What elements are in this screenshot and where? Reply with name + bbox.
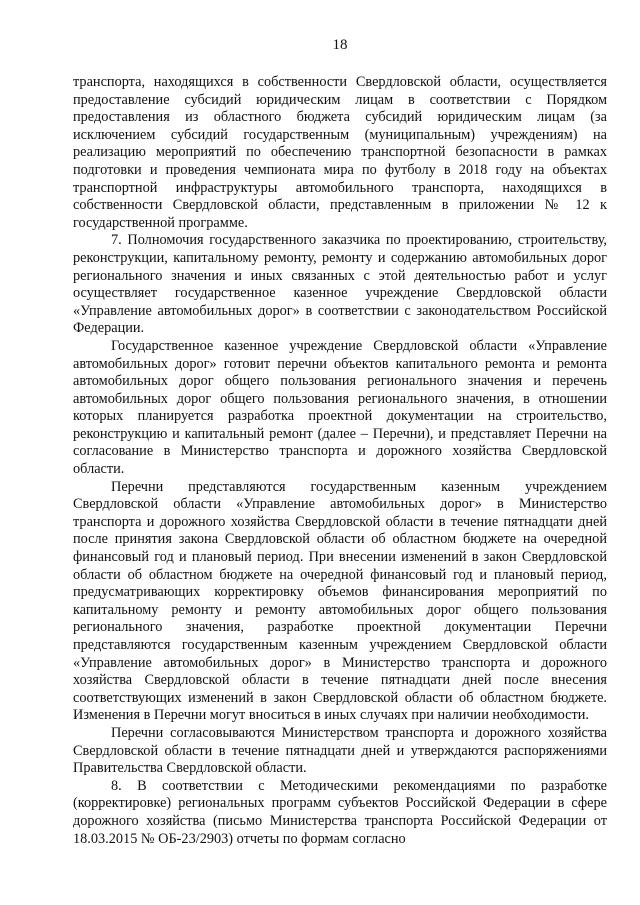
page-number: 18 [332,37,348,53]
paragraph-1-continuation: транспорта, находящихся в собственности Свердловской области, осуществляется предоставление субсидий юридическим лицам в соответствии с Порядком предоставления из областного бюджета субсидий юридическим лицам (за исключением субсидий государственным (муниципальным) учреждениям) на реализацию мероприятий по обеспечению транспортной безопасности в рамках подготовки и проведения чемпионата мира по футболу в 2018 году на объектах транспортной инфраструктуры автомобильного транспорта, находящихся в собственности Свердловской области, представленным в приложении № 12 к государственной программе. [73,74,607,231]
paragraph-lists-approval: Перечни согласовываются Министерством транспорта и дорожного хозяйства Свердловской области в течение пятнадцати дней и утверждаются распоряжениями Правительства Свердловской области. [73,724,607,777]
paragraph-lists-submission: Перечни представляются государственным казенным учреждением Свердловской области «Управление автомобильных дорог» в Министерство транспорта и дорожного хозяйства Свердловской области в течение пятнадцати дней после принятия закона Свердловской области об областном бюджете на очередной финансовый год и плановый период. При внесении изменений в закон Свердловской области об областном бюджете на очередной финансовый год и плановый период, предусматривающих корректировку объемов финансирования мероприятий по капитальному ремонту и ремонту автомобильных дорог общего пользования регионального значения, разработке проектной документации Перечни представляются государственным казенным учреждением Свердловской области «Управление автомобильных дорог» в Министерство транспорта и дорожного хозяйства Свердловской области в течение пятнадцати дней после внесения соответствующих изменений в закон Свердловской области об областном бюджете. Изменения в Перечни могут вноситься в иных случаях при наличии необходимости. [73,478,607,724]
paragraph-7-authority: 7. Полномочия государственного заказчика по проектированию, строительству, реконструкции, капитальному ремонту, ремонту и содержанию автомобильных дорог регионального значения и иных связанных с этой деятельностью работ и услуг осуществляет государственное казенное учреждение Свердловской области «Управление автомобильных дорог» в соответствии с законодательством Российской Федерации. [73,232,607,337]
paragraph-8-reports: 8. В соответствии с Методическими рекомендациями по разработке (корректировке) региональных программ субъектов Российской Федерации в сфере дорожного хозяйства (письмо Министерства транспорта Российской Федерации от 18.03.2015 № ОБ-23/2903) отчеты по формам согласно [73,777,607,847]
paragraph-lists-preparation: Государственное казенное учреждение Свердловской области «Управление автомобильных дорог» готовит перечни объектов капитального ремонта и ремонта автомобильных дорог общего пользования регионального значения и перечень автомобильных дорог общего пользования регионального значения, в отношении которых планируется разработка проектной документации на строительство, реконструкцию и капитальный ремонт (далее – Перечни), и представляет Перечни на согласование в Министерство транспорта и дорожного хозяйства Свердловской области. [73,337,607,478]
